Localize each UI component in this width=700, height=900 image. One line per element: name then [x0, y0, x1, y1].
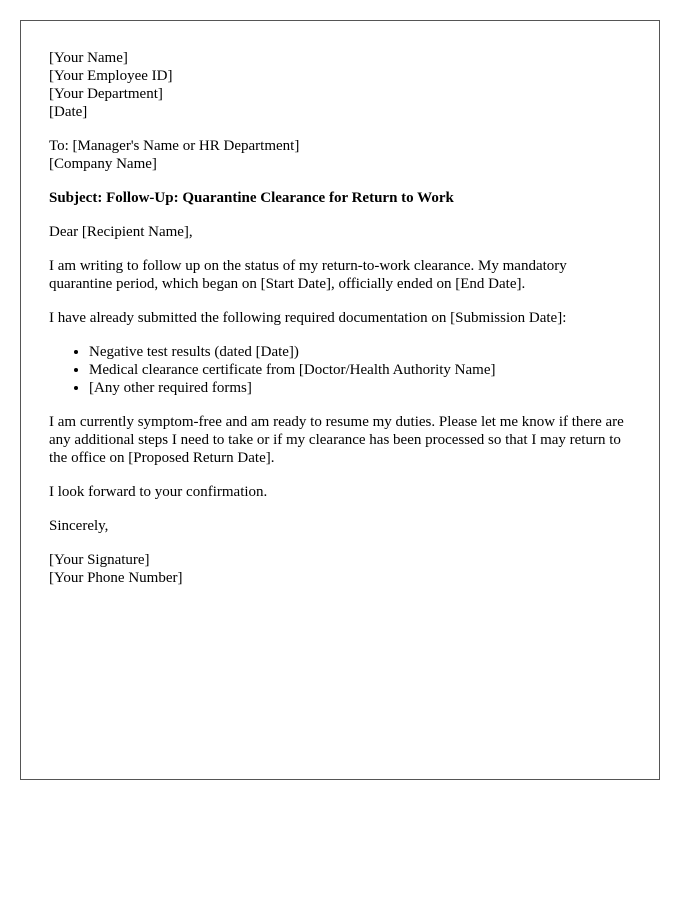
phone-number: [Your Phone Number] [49, 570, 183, 586]
documents-list [49, 343, 631, 397]
sender-name: [Your Name] [49, 50, 128, 66]
list-item: • Negative test results (dated [Date]) [89, 343, 631, 361]
subject-line: Subject: Follow-Up: Quarantine Clearance for Return to Work [49, 190, 454, 206]
recipient-block [49, 137, 631, 173]
sender-employee-id: [Your Employee ID] [49, 68, 173, 84]
status-paragraph: I am currently symptom-free and am ready to resume my duties. Please let me know if there are any additional steps I need to take or if my clearance has been processed so that I may return to the office on [Proposed Return Date]. [49, 414, 624, 466]
list-item: • Medical clearance certificate from [Doctor/Health Authority Name] [89, 361, 631, 379]
recipient-company: [Company Name] [49, 156, 157, 172]
sender-department: [Your Department] [49, 86, 163, 102]
closing: Sincerely, [49, 518, 109, 534]
letter-date: [Date] [49, 104, 88, 120]
list-item: • [Any other required forms] [89, 379, 631, 397]
closing-line: I look forward to your confirmation. [49, 484, 268, 500]
sender-block [49, 49, 631, 121]
letter-page [20, 20, 660, 780]
signature-block [49, 551, 631, 587]
signature: [Your Signature] [49, 552, 150, 568]
salutation: Dear [Recipient Name], [49, 224, 193, 240]
intro-paragraph: I am writing to follow up on the status of my return-to-work clearance. My mandatory quarantine period, which began on [Start Date], officially ended on [End Date]. [49, 258, 567, 292]
recipient-to: To: [Manager's Name or HR Department] [49, 138, 300, 154]
documents-lead-paragraph: I have already submitted the following required documentation on [Submission Date]: [49, 310, 567, 326]
